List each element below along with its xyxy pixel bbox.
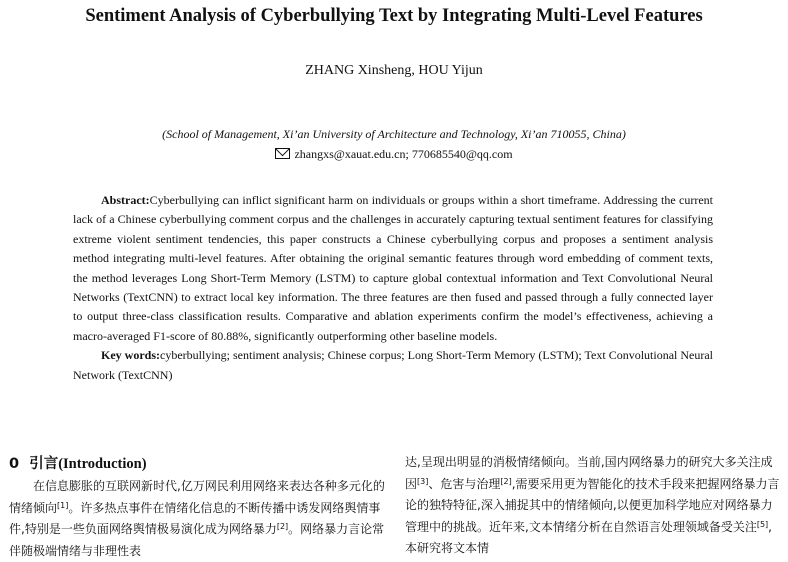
citation[interactable]: [5] <box>756 519 769 529</box>
abstract-paragraph <box>73 191 713 346</box>
email-line <box>0 144 788 164</box>
affiliation: (School of Management, Xi’an University of Architecture and Technology, Xi’an 710055, China) <box>162 127 626 141</box>
intro-text-4: 达,呈现出明显的消极情绪倾向。当前,国内网络暴力的研究大多关注成因 <box>405 455 773 491</box>
section-number: 0 <box>9 456 20 472</box>
abstract-block <box>73 191 713 385</box>
paper-authors: ZHANG Xinsheng, HOU Yijun <box>305 63 483 78</box>
body-column-left <box>9 452 385 562</box>
intro-text-6: ,需要采用更为智能化的技术手段来把握网络暴力言论的独特特征,深入捕捉其中的情绪倾向,以便更加科学地应对网络暴力管理中的挑战。近年来,文本情绪分析在自然语言处理领域备受关注 <box>405 476 780 534</box>
envelope-icon <box>275 148 290 159</box>
keywords-label: Key words: <box>101 348 160 363</box>
section-title-cn: 引言 <box>29 456 59 472</box>
keywords-paragraph <box>73 346 713 385</box>
body-column-right <box>405 452 781 560</box>
citation[interactable]: [1] <box>57 500 69 510</box>
section-title-en: (Introduction) <box>58 456 147 472</box>
affiliation-block <box>0 124 788 164</box>
intro-text-5: 、危害与治理 <box>428 476 501 491</box>
paper-title: Sentiment Analysis of Cyberbullying Text by Integrating Multi-Level Features <box>85 6 703 26</box>
intro-text-1: 在信息膨胀的互联网新时代,亿万网民利用网络来表达各种多元化的情绪倾向 <box>9 479 385 515</box>
intro-text-7: ,本研究将文本情 <box>405 519 772 555</box>
intro-text-3: 。网络暴力言论常伴随极端情绪与非理性表 <box>9 522 385 558</box>
abstract-label: Abstract: <box>101 193 150 207</box>
citation[interactable]: [3] <box>417 476 429 486</box>
citation[interactable]: [2] <box>500 476 512 486</box>
section-heading <box>9 452 385 476</box>
email-addresses: zhangxs@xauat.edu.cn; 770685540@qq.com <box>294 147 513 161</box>
abstract-text: Cyberbullying can inflict significant harm on individuals or groups within a short timeframe. Addressing the current lack of a Chinese cyberbullying comment corpus and the challenges in accurately capturing textual sentiment features for classifying extreme violent sentiment tendencies, this paper constructs a Chinese cyberbullying corpus and proposes a sentiment analysis method integrating multi-level features. After obtaining the original semantic features through word embedding of comment texts, the method leverages Long Short-Term Memory (LSTM) to capture global contextual information and Text Convolutional Neural Networks (TextCNN) to extract local key information. The three features are then fused and passed through a fully connected layer to output three-class classification results. Comparative and ablation experiments confirm the model’s effectiveness, achieving a macro-averaged F1-score of 80.88%, significantly outperforming other baseline models. <box>73 193 713 343</box>
intro-text-2: 。许多热点事件在情绪化信息的不断传播中诱发网络舆情事件,特别是一些负面网络舆情极易演化成为网络暴力 <box>9 500 381 536</box>
citation[interactable]: [2] <box>276 522 289 531</box>
intro-paragraph-right <box>405 452 781 560</box>
intro-paragraph-left <box>9 476 385 562</box>
keywords-text: cyberbullying; sentiment analysis; Chinese corpus; Long Short-Term Memory (LSTM); Text Convolutional Neural Network (TextCNN) <box>73 348 714 382</box>
